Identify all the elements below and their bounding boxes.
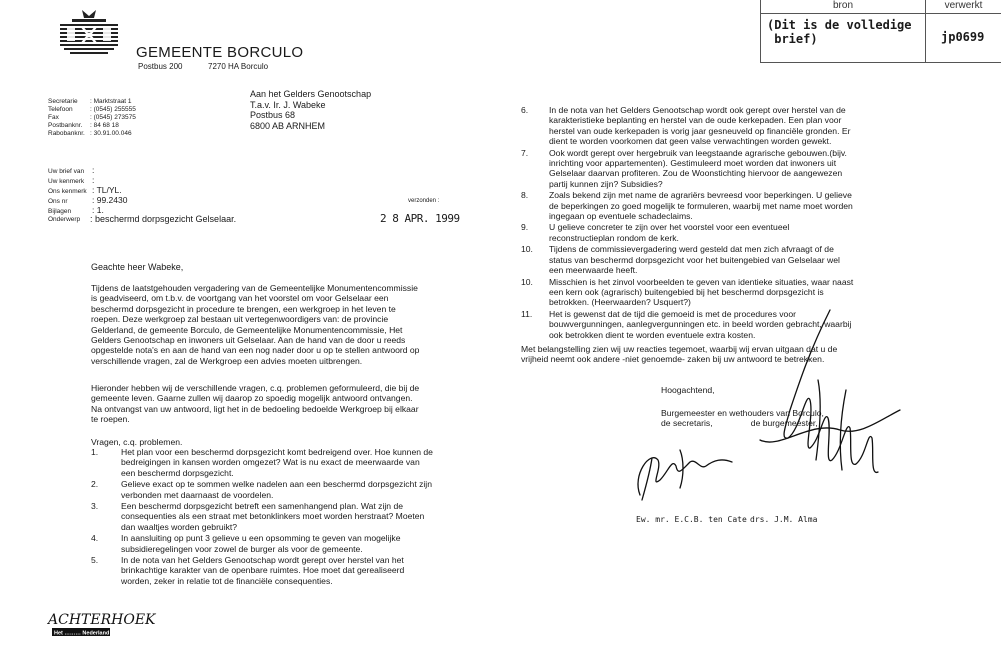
contact-row (48, 98, 136, 106)
question-text: Ook wordt gerept over hergebruik van leegstaande agrarische gebouwen.(bijv. inrichting voor appartementen). Gestimuleerd moet worden dat inwoners uit Gelselaar daarvan profiteren. Zou de Woonstichting hiervoor de aangewezen partij kunnen zijn? Subsidies? (549, 147, 847, 189)
logo-text: ACHTERHOEK (48, 612, 156, 628)
postcode: 7270 HA Borculo (208, 62, 269, 71)
contact-row (48, 106, 136, 114)
contact-value: : 84 68 18 (90, 122, 119, 129)
verzonden-label: verzonden : (408, 198, 440, 204)
question-number: 9. (521, 222, 529, 233)
subject-line: : beschermd dorpsgezicht Gelselaar. (90, 214, 237, 224)
contact-label: Secretarie (48, 98, 78, 105)
organization-name: GEMEENTE BORCULO (136, 44, 304, 61)
contact-value: : Marktstraat 1 (90, 98, 132, 105)
reference-label: Ons nr (48, 198, 68, 205)
bron-note (767, 18, 912, 46)
list-item (521, 105, 866, 147)
question-number: 1. (91, 447, 99, 457)
list-item (91, 555, 436, 586)
recipient-line: 6800 AB ARNHEM (250, 120, 326, 131)
postbus-address: Postbus 200 (138, 62, 183, 71)
recipient-address (250, 89, 371, 131)
reference-value: : 1. (92, 205, 104, 215)
question-text: In aansluiting op punt 3 gelieve u een opsomming te geven van mogelijke subsidieregelingen voor zowel de burger als voor de gemeente. (121, 533, 401, 554)
reference-value: : 99.2430 (92, 195, 128, 205)
list-item (521, 244, 866, 275)
question-text: Het plan voor een beschermd dorpsgezicht komt bedreigend over. Hoe kunnen de bedreigingen in kansen worden omgezet? Wat is nu exact de meerwaarde van een beschermd dorpsgezicht. (121, 447, 433, 478)
question-text: Het is gewenst dat de tijd die gemoeid is met de procedures voor bouwvergunningen, aanlegvergunningen etc. in beeld worden gebracht, waarbij ook betrokken dient te worden eventuele extra kosten. (549, 308, 852, 340)
verwerkt-header: verwerkt (926, 0, 1001, 14)
questions-list-left (91, 447, 436, 587)
achterhoek-logo (46, 600, 156, 644)
list-item (91, 479, 436, 500)
question-number: 8. (521, 190, 529, 201)
question-text: Gelieve exact op te sommen welke nadelen aan een beschermd dorpsgezicht zijn verbonden met daarnaast de voordelen. (121, 479, 432, 500)
question-number: 6. (521, 105, 529, 115)
signatory-mayor: drs. J.M. Alma (750, 515, 818, 524)
contact-label: Fax (48, 114, 59, 121)
question-text: Tijdens de commissievergadering werd gesteld dat men zich afvraagt of de status van beschermd dorpsgezicht voor het buitengebied van Gelselaar wel een meerwaarde heeft. (549, 244, 840, 276)
verwerkt-code: jp0699 (941, 30, 985, 44)
question-text: Een beschermd dorpsgezicht betreft een samenhangend plan. Wat zijn de consequenties als een straat met betonklinkers moet worden herstraat? Moeten dan waaltjes worden gebruikt? (121, 501, 425, 532)
recipient-line: T.a.v. Ir. J. Wabeke (250, 99, 326, 110)
date-stamp: 2 8 APR. 1999 (380, 212, 460, 225)
contact-value: : 30.91.00.046 (90, 130, 132, 137)
contact-label: Postbanknr. (48, 122, 83, 129)
closing-paragraph: Met belangstelling zien wij uw reacties tegemoet, waarbij wij ervan uitgaan dat u de vrijheid neemt ook andere -niet genoemde- zaken bij uw antwoord te betrekken. (521, 344, 838, 365)
question-number: 3. (91, 501, 99, 512)
sender-line: Burgemeester en wethouders van Borculo, (661, 408, 824, 418)
handwritten-signatures (610, 290, 920, 515)
reference-label: Uw brief van (48, 168, 85, 175)
reference-label: Ons kenmerk (48, 188, 87, 195)
list-item (91, 533, 436, 554)
reference-block (48, 166, 127, 216)
bron-header: bron (761, 0, 926, 14)
recipient-line: Postbus 68 (250, 110, 296, 120)
list-item (91, 501, 436, 532)
archive-stamp (760, 0, 1001, 63)
question-number: 4. (91, 533, 99, 544)
signatory-secretary: Ew. mr. E.C.B. ten Cate (636, 515, 747, 524)
contact-value: : (0545) 255555 (90, 106, 136, 113)
paragraph-intro: Tijdens de laatstgehouden vergadering van de Gemeentelijke Monumentencommissie is geadviseerd, om t.b.v. de voortgang van het voorstel om voor Gelselaar een beschermd dorpsgezicht in procedure te brengen, een werkgroep in het leven te roepen. Deze werkgroep zal bestaan uit vertegenwoordigers van: de provincie Gelderland, de gemeente Borculo, de Gemeentelijke Monumentencommissie, Het Gelders Genootschap en inwoners uit Gelselaar. Aan de hand van de door u reeds opgestelde nota's en aan de hand van een nog nader door u op te stellen antwoord op verschillende vragen, zal de Werkgroep een advies moeten uitbrengen. (91, 283, 420, 366)
reference-value: : (92, 165, 95, 175)
contact-block (48, 98, 136, 138)
question-text: In de nota van het Gelders Genootschap wordt ook gerept over herstel van de karakteristieke beplanting en herstel van de oude kerkepaden. Een plan voor herstel van oude kerkepaden is vorig jaar gesneuveld op financiële gronden. Er dient te worden voorkomen dat geen valse verwachtingen worden gewekt. (549, 105, 851, 147)
question-text: U gelieve concreter te zijn over het voorstel voor een eventueel reconstructieplan rondom de kerk. (549, 222, 790, 243)
contact-label: Rabobanknr. (48, 130, 85, 137)
question-number: 11. (521, 308, 533, 319)
recipient-line: Aan het Gelders Genootschap (250, 89, 372, 99)
reference-value: : (92, 175, 95, 185)
contact-row (48, 114, 136, 122)
reference-row (48, 196, 127, 206)
question-number: 5. (91, 555, 99, 566)
bron-note-line: (Dit is de volledige (767, 18, 912, 32)
list-item (91, 447, 436, 478)
bron-note-line: brief) (767, 32, 818, 46)
list-item (521, 222, 866, 243)
reference-value: : TL/YL. (92, 185, 122, 195)
paragraph-questions-intro: Hieronder hebben wij de verschillende vragen, c.q. problemen geformuleerd, die bij de gemeente leven. Gaarne zullen wij daarop zo spoedig mogelijk antwoord ontvangen. Na ontvangst van uw antwoord, ligt het in de bedoeling bedoelde Werkgroep bij elkaar te roepen. (91, 383, 420, 425)
question-number: 10. (521, 244, 533, 255)
questions-heading: Vragen, c.q. problemen. (91, 437, 183, 447)
contact-value: : (0545) 273575 (90, 114, 136, 121)
question-text: In de nota van het Gelders Genootschap wordt gerept over herstel van het brinkachtige karakter van de openbare ruimtes. Hoe moet dat gerealiseerd worden, zeker in relatie tot de financiële consequenties. (121, 555, 405, 586)
reference-label: Uw kenmerk (48, 178, 85, 185)
contact-label: Telefoon (48, 106, 73, 113)
contact-row (48, 130, 136, 138)
reference-row (48, 166, 127, 176)
logo-tagline: Het ……… Nederland (54, 630, 110, 637)
question-number: 2. (91, 479, 99, 490)
question-number: 10. (521, 276, 533, 287)
question-text: Misschien is het zinvol voorbeelden te geven van identieke situaties, waar naast een kern ook (agrarisch) buitengebied bij het beschermd dorpsgezicht is betrokken. (Heerwaarden? Usquert?) (549, 276, 854, 308)
question-number: 7. (521, 147, 529, 158)
stamp-divider (925, 13, 926, 62)
list-item (521, 148, 866, 190)
sender-roles: de secretaris, de burgemeester, (661, 418, 818, 428)
onderwerp-label: Onderwerp (48, 216, 81, 223)
salutation: Geachte heer Wabeke, (91, 262, 184, 272)
list-item (521, 190, 866, 221)
question-text: Zoals bekend zijn met name de agrariërs bevreesd voor beperkingen. U gelieve de beperkingen zo goed mogelijk te formuleren, waarbij met name moet worden ingegaan op eventuele schadeclaims. (549, 190, 853, 222)
contact-row (48, 122, 136, 130)
regards: Hoogachtend, (661, 385, 715, 395)
municipal-crest-icon (58, 8, 120, 58)
reference-label: Bijlagen (48, 208, 72, 215)
